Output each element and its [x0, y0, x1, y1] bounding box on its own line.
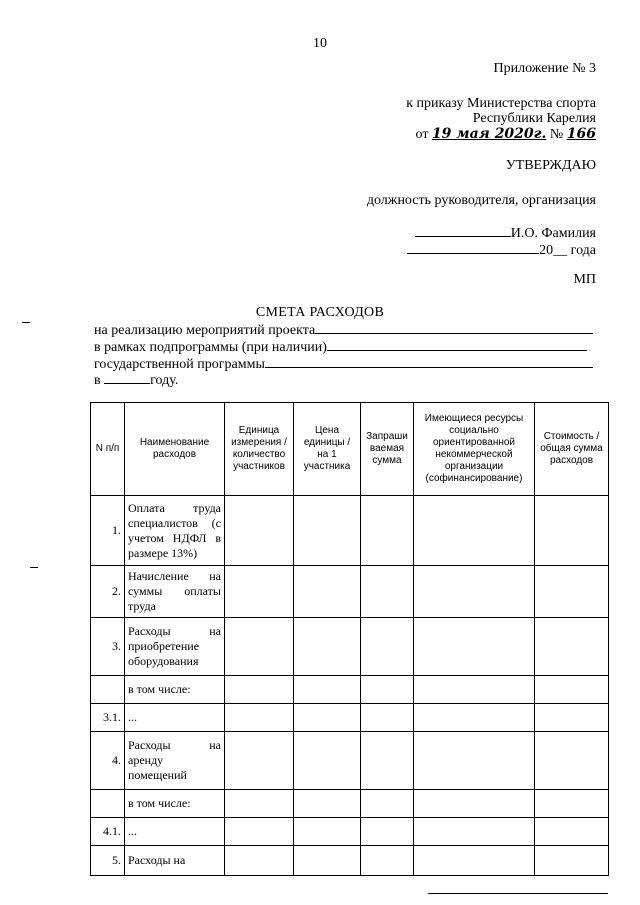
empty-cell[interactable]: [414, 496, 535, 566]
header-number: N п/п: [91, 403, 125, 496]
table-row: [91, 846, 609, 876]
empty-cell[interactable]: [414, 566, 535, 618]
row-name: Начисление на суммы оплаты труда: [125, 566, 225, 618]
empty-cell[interactable]: [414, 704, 535, 732]
approve-label: УТВЕРЖДАЮ: [505, 158, 596, 173]
year-blank: [104, 371, 150, 384]
empty-cell[interactable]: [225, 676, 294, 704]
empty-cell[interactable]: [535, 818, 609, 846]
table-header-row: [91, 403, 609, 496]
empty-cell[interactable]: [294, 818, 361, 846]
empty-cell[interactable]: [361, 846, 414, 876]
header-unit: Единица измерения / количество участников: [225, 403, 294, 496]
subprogram-line-label: в рамках подпрограммы (при наличии): [94, 340, 327, 355]
date-blank: [407, 241, 539, 254]
number-prefix: №: [549, 127, 564, 142]
empty-cell[interactable]: [294, 618, 361, 676]
empty-cell[interactable]: [225, 732, 294, 790]
row-number: 5.: [91, 846, 125, 876]
position-label: должность руководителя, организация: [366, 193, 596, 208]
project-line: [94, 321, 593, 339]
table-row: [91, 704, 609, 732]
state-program-line-label: государственной программы: [94, 357, 265, 372]
row-name: Расходы на приобретение оборудования: [125, 618, 225, 676]
appendix-label: Приложение № 3: [493, 61, 596, 76]
empty-cell[interactable]: [225, 704, 294, 732]
table-row: [91, 790, 609, 818]
row-name: ...: [125, 818, 225, 846]
empty-cell[interactable]: [294, 846, 361, 876]
empty-cell[interactable]: [225, 618, 294, 676]
empty-cell[interactable]: [414, 676, 535, 704]
table-row: [91, 566, 609, 618]
empty-cell[interactable]: [535, 618, 609, 676]
row-number: [91, 676, 125, 704]
row-number: [91, 790, 125, 818]
empty-cell[interactable]: [294, 496, 361, 566]
handwritten-number: 166: [566, 126, 596, 142]
year-prefix: в: [94, 373, 101, 388]
header-cofinancing: Имеющиеся ресурсы социально ориентированной некоммерческой организации (софинансирование): [414, 403, 535, 496]
header-requested: Запраши ваемая сумма: [361, 403, 414, 496]
budget-table: [90, 402, 609, 876]
table-row: [91, 818, 609, 846]
signature-line: [415, 224, 596, 241]
page-number: 10: [313, 36, 327, 51]
empty-cell[interactable]: [535, 566, 609, 618]
approval-date-suffix: 20__ года: [539, 243, 596, 258]
margin-mark: [22, 322, 30, 323]
empty-cell[interactable]: [225, 790, 294, 818]
handwritten-date: 19 мая 2020г.: [431, 126, 547, 142]
empty-cell[interactable]: [414, 790, 535, 818]
row-number: 3.: [91, 618, 125, 676]
empty-cell[interactable]: [361, 676, 414, 704]
empty-cell[interactable]: [294, 732, 361, 790]
signature-name: И.О. Фамилия: [510, 226, 596, 241]
empty-cell[interactable]: [361, 704, 414, 732]
empty-cell[interactable]: [361, 566, 414, 618]
order-line-1: к приказу Министерства спорта: [406, 96, 596, 111]
row-name: ...: [125, 704, 225, 732]
subprogram-line: [94, 338, 587, 356]
state-program-blank: [265, 355, 593, 368]
margin-mark: [30, 567, 38, 568]
empty-cell[interactable]: [361, 618, 414, 676]
order-date-line: [416, 127, 597, 142]
empty-cell[interactable]: [535, 790, 609, 818]
year-suffix: году.: [150, 373, 179, 388]
row-name: Расходы на: [125, 846, 225, 876]
empty-cell[interactable]: [225, 496, 294, 566]
row-name: Расходы на аренду помещений: [125, 732, 225, 790]
header-total: Стоимость / общая сумма расходов: [535, 403, 609, 496]
year-line: [94, 371, 178, 389]
row-number: 3.1.: [91, 704, 125, 732]
empty-cell[interactable]: [361, 496, 414, 566]
table-row: [91, 732, 609, 790]
empty-cell[interactable]: [535, 676, 609, 704]
project-line-label: на реализацию мероприятий проекта: [94, 323, 316, 338]
signature-blank: [415, 224, 511, 237]
table-row: [91, 618, 609, 676]
order-line-2: Республики Карелия: [472, 111, 596, 126]
row-number: 1.: [91, 496, 125, 566]
empty-cell[interactable]: [361, 790, 414, 818]
row-name: в том числе:: [125, 790, 225, 818]
date-prefix: от: [415, 127, 429, 142]
row-number: 2.: [91, 566, 125, 618]
approval-date-line: [407, 241, 596, 258]
empty-cell[interactable]: [294, 676, 361, 704]
empty-cell[interactable]: [535, 496, 609, 566]
empty-cell[interactable]: [225, 566, 294, 618]
row-number: 4.: [91, 732, 125, 790]
empty-cell[interactable]: [535, 732, 609, 790]
row-number: 4.1.: [91, 818, 125, 846]
row-name: Оплата труда специалистов (с учетом НДФЛ в размере 13%): [125, 496, 225, 566]
table-row: [91, 496, 609, 566]
empty-cell[interactable]: [414, 618, 535, 676]
header-name: Наименование расходов: [125, 403, 225, 496]
empty-cell[interactable]: [225, 818, 294, 846]
footer-rule: [428, 893, 608, 894]
table-body: [91, 496, 609, 876]
empty-cell[interactable]: [414, 846, 535, 876]
empty-cell[interactable]: [294, 566, 361, 618]
empty-cell[interactable]: [361, 818, 414, 846]
stamp-label: МП: [573, 272, 596, 287]
table-row: [91, 676, 609, 704]
empty-cell[interactable]: [535, 704, 609, 732]
empty-cell[interactable]: [294, 704, 361, 732]
header-price: Цена единицы / на 1 участника: [294, 403, 361, 496]
empty-cell[interactable]: [361, 732, 414, 790]
empty-cell[interactable]: [414, 732, 535, 790]
row-name: в том числе:: [125, 676, 225, 704]
subprogram-blank: [327, 338, 587, 351]
document-title: СМЕТА РАСХОДОВ: [255, 305, 385, 320]
empty-cell[interactable]: [225, 846, 294, 876]
project-blank: [315, 321, 593, 334]
empty-cell[interactable]: [414, 818, 535, 846]
empty-cell[interactable]: [294, 790, 361, 818]
empty-cell[interactable]: [535, 846, 609, 876]
